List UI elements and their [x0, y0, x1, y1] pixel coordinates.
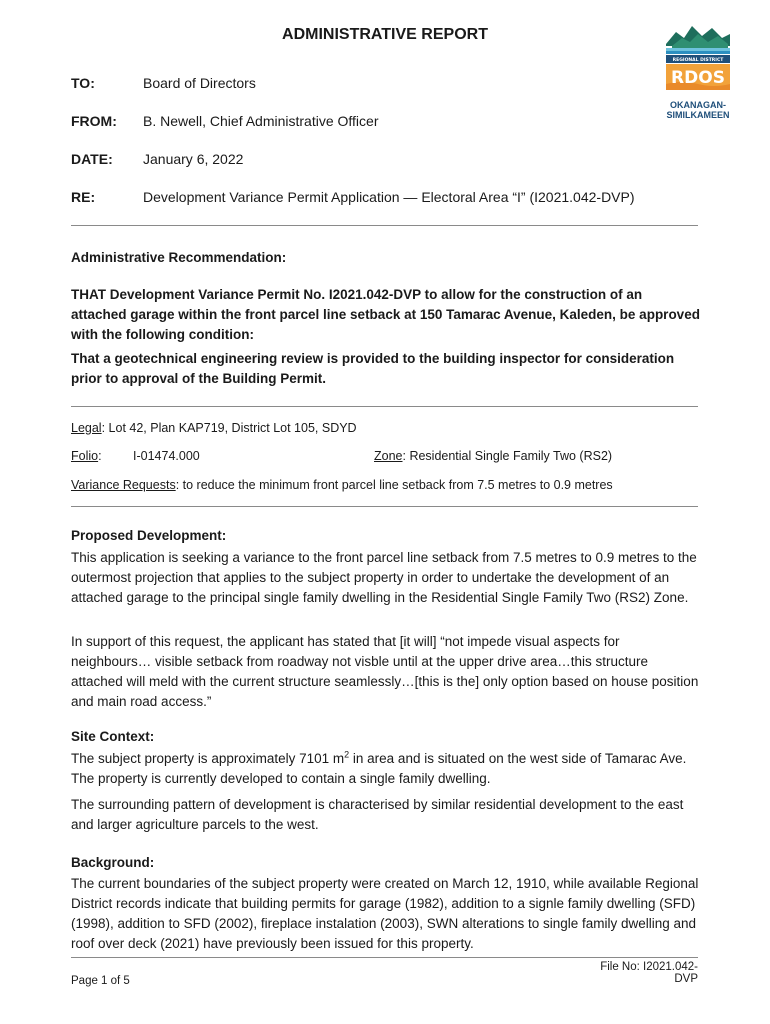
- recommendation-divider: [71, 406, 698, 407]
- legal-value: : Lot 42, Plan KAP719, District Lot 105, SDYD: [101, 421, 357, 435]
- svg-text:RDOS: RDOS: [671, 68, 725, 88]
- site-p1-text: The subject property is approximately 7101 m: [71, 751, 345, 766]
- proposed-paragraph-2: In support of this request, the applicant has stated that [it will] “not impede visual aspects for neighbours… visible setback from roadway not visble until at the upper drive area…this structure attached will meld with the current structure seamlessly…[this is the] only option based on house position and main road access.”: [71, 634, 699, 709]
- page-number: Page 1 of 5: [71, 975, 130, 987]
- file-number: File No: I2021.042-DVP: [600, 961, 698, 985]
- site-p1-superscript: 2: [344, 749, 350, 760]
- recommendation-condition: That a geotechnical engineering review is provided to the building inspector for consideration prior to approval of the Building Permit.: [71, 351, 675, 386]
- folio-value: I-01474.000: [133, 449, 200, 463]
- variance-line: [71, 478, 613, 492]
- site-paragraph-1: [71, 749, 701, 789]
- variance-value: : to reduce the minimum front parcel line setback from 7.5 metres to 0.9 metres: [175, 478, 613, 492]
- logo-name-line2: SIMILKAMEEN: [666, 110, 730, 120]
- recommendation-motion: THAT Development Variance Permit No. I2021.042-DVP to allow for the construction of an attached garage within the front parcel line setback at 150 Tamarac Avenue, Kaleden, be approved with the following condition:: [71, 287, 700, 342]
- report-title: ADMINISTRATIVE REPORT: [282, 26, 488, 43]
- folio-label: Folio: [71, 449, 99, 463]
- from-label: FROM:: [71, 113, 117, 129]
- folio-colon: :: [98, 449, 102, 463]
- variance-label: Variance Requests: [71, 478, 176, 492]
- proposed-heading: Proposed Development:: [71, 528, 227, 543]
- rdos-logo: [662, 22, 734, 127]
- to-label: TO:: [71, 75, 95, 91]
- date-label: DATE:: [71, 151, 113, 167]
- footer-divider: [71, 957, 698, 958]
- legal-line: [71, 421, 357, 435]
- svg-text:REGIONAL DISTRICT: REGIONAL DISTRICT: [672, 58, 724, 63]
- proposed-paragraph-1: This application is seeking a variance to the front parcel line setback from 7.5 metres to 0.9 metres to the outermost projection that applies to the subject property in order to undertake the development of an attached garage to the principal single family dwelling in the Residential Single Family Two (RS2) Zone.: [71, 550, 697, 605]
- re-value: Development Variance Permit Application — Electoral Area “I” (I2021.042-DVP): [143, 189, 635, 205]
- logo-name-line1: OKANAGAN-: [670, 100, 726, 110]
- site-p1-text-cont: in area and is situated on the west side of Tamarac Ave. The property is currently developed to contain a single family dwelling.: [71, 751, 687, 786]
- background-paragraph-1: The current boundaries of the subject property were created on March 12, 1910, while available Regional District records indicate that building permits for garage (1982), addition to a signle family dwelling (SFD) (1998), addition to SFD (2002), fireplace instalation (2003), SWN alterations to single family dwelling and roof over deck (2021) have previously been issued for this property.: [71, 876, 699, 951]
- to-value: Board of Directors: [143, 75, 256, 91]
- property-divider: [71, 506, 698, 507]
- folio-line: [71, 449, 102, 463]
- background-heading: Background:: [71, 855, 155, 870]
- zone-label: Zone: [374, 449, 403, 463]
- date-value: January 6, 2022: [143, 151, 244, 167]
- legal-label: Legal: [71, 421, 102, 435]
- header-divider: [71, 225, 698, 226]
- zone-value: : Residential Single Family Two (RS2): [402, 449, 613, 463]
- site-heading: Site Context:: [71, 729, 155, 744]
- recommendation-heading: Administrative Recommendation:: [71, 250, 287, 265]
- zone-line: [374, 449, 612, 463]
- site-paragraph-2: The surrounding pattern of development is characterised by similar residential development to the east and larger agriculture parcels to the west.: [71, 797, 684, 832]
- from-value: B. Newell, Chief Administrative Officer: [143, 113, 379, 129]
- re-label: RE:: [71, 189, 96, 205]
